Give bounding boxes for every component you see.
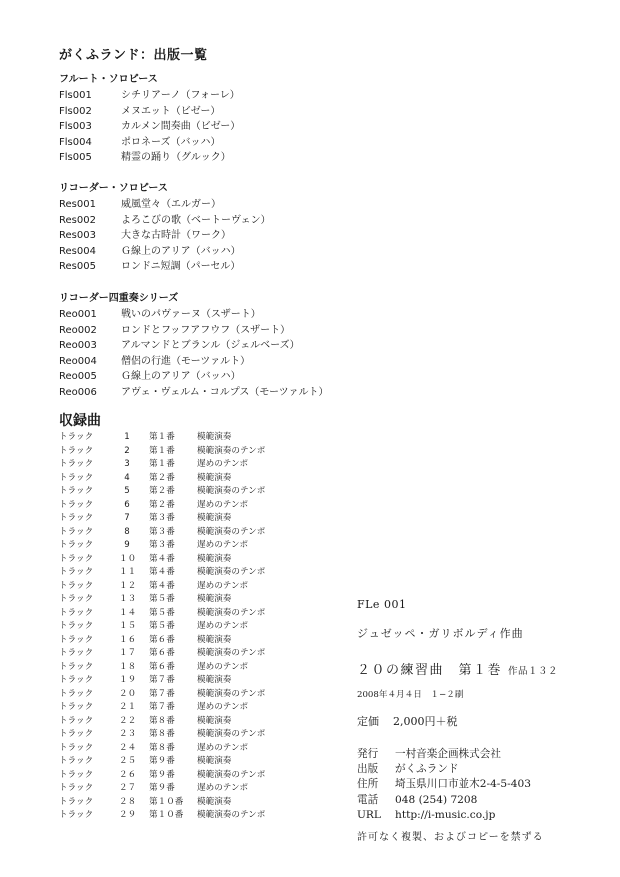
track-label: トラック xyxy=(59,675,94,685)
list-item xyxy=(59,119,359,135)
track-piece: 第８番 xyxy=(149,742,175,753)
item-title: アヴェ・ヴェルム・コルプス（モーツァルト） xyxy=(121,386,329,398)
track-row xyxy=(59,607,359,621)
list-item xyxy=(59,88,359,104)
publisher-row xyxy=(357,777,607,792)
track-number: 1 xyxy=(124,432,130,442)
track-row xyxy=(59,499,359,513)
track-label: トラック xyxy=(59,729,94,739)
track-description: 模範演奏のテンポ xyxy=(197,607,266,618)
track-row xyxy=(59,782,359,796)
list-item xyxy=(59,228,359,244)
track-piece: 第７番 xyxy=(149,702,175,712)
track-label: トラック xyxy=(59,783,94,793)
track-label: トラック xyxy=(59,688,94,699)
track-label: トラック xyxy=(59,661,94,672)
track-number: 3 xyxy=(124,459,130,469)
item-code: Reo003 xyxy=(59,340,97,352)
track-number: １５ xyxy=(119,621,137,631)
opus-number: 作品１３２ xyxy=(508,666,559,677)
track-number: 5 xyxy=(124,486,130,496)
track-description: 模範演奏のテンポ xyxy=(197,526,266,537)
track-piece: 第４番 xyxy=(149,567,175,577)
series-recorder-solo xyxy=(59,179,359,275)
list-item xyxy=(59,104,359,120)
track-row xyxy=(59,472,359,486)
track-piece: 第６番 xyxy=(149,661,175,672)
track-row xyxy=(59,728,359,742)
publisher-row xyxy=(357,808,607,823)
track-number: 4 xyxy=(124,472,130,483)
item-code: Fls002 xyxy=(59,105,92,117)
track-row xyxy=(59,512,359,526)
track-number: １９ xyxy=(119,675,137,685)
track-row xyxy=(59,755,359,769)
track-piece: 第３番 xyxy=(149,526,175,537)
list-item xyxy=(59,354,359,370)
track-row xyxy=(59,809,359,823)
item-title: ロンドとフッフアフウフ（スザート） xyxy=(121,324,291,336)
publisher-row xyxy=(357,747,607,762)
series-recorder-quartet xyxy=(59,289,359,401)
track-label: トラック xyxy=(59,513,94,523)
track-description: 模範演奏 xyxy=(197,472,232,483)
track-list xyxy=(59,431,359,823)
track-number: 7 xyxy=(124,513,130,523)
track-piece: 第３番 xyxy=(149,513,175,523)
item-title: Ｇ線上のアリア（バッハ） xyxy=(121,371,241,383)
item-code: Res001 xyxy=(59,199,96,210)
item-title: よろこびの歌（ベートーヴェン） xyxy=(121,214,271,226)
composer: ジュゼッペ・ガリボルディ作曲 xyxy=(357,627,524,640)
track-label: トラック xyxy=(59,499,94,510)
publisher-label: 住所 xyxy=(357,778,379,791)
track-label: トラック xyxy=(59,526,94,537)
track-piece: 第３番 xyxy=(149,540,175,550)
track-description: 遅めのテンポ xyxy=(197,540,249,550)
track-label: トラック xyxy=(59,715,94,726)
track-label: トラック xyxy=(59,472,94,483)
track-description: 模範演奏 xyxy=(197,675,232,685)
track-row xyxy=(59,566,359,580)
track-number: ２４ xyxy=(119,742,137,753)
item-code: Reo004 xyxy=(59,355,97,367)
track-number: 6 xyxy=(124,499,130,510)
list-item xyxy=(59,338,359,354)
publisher-row xyxy=(357,762,607,777)
list-item xyxy=(59,385,359,401)
track-label: トラック xyxy=(59,594,94,604)
list-item xyxy=(59,323,359,339)
track-label: トラック xyxy=(59,796,94,807)
item-title: 戦いのパヴァーヌ（スザート） xyxy=(121,309,261,320)
track-label: トラック xyxy=(59,634,94,645)
track-label: トラック xyxy=(59,607,94,618)
price xyxy=(357,713,607,729)
item-title: 大きな古時計（ワーク） xyxy=(121,230,231,242)
track-description: 模範演奏のテンポ xyxy=(197,567,266,577)
publisher-value: 048 (254) 7208 xyxy=(395,793,478,806)
publisher-row xyxy=(357,793,607,808)
track-row xyxy=(59,661,359,675)
track-piece: 第４番 xyxy=(149,580,175,591)
track-description: 模範演奏のテンポ xyxy=(197,688,266,699)
series-title: リコーダー・ソロピース xyxy=(59,183,168,194)
list-item xyxy=(59,244,359,260)
track-label: トラック xyxy=(59,756,94,766)
list-item xyxy=(59,135,359,151)
track-row xyxy=(59,674,359,688)
item-title: Ｇ線上のアリア（バッハ） xyxy=(121,245,241,257)
track-description: 遅めのテンポ xyxy=(197,621,249,631)
track-label: トラック xyxy=(59,702,94,712)
track-description: 模範演奏 xyxy=(197,594,232,604)
track-number: １６ xyxy=(119,634,137,645)
item-title: メヌエット（ビゼー） xyxy=(121,105,221,117)
item-code: Reo006 xyxy=(59,386,97,398)
track-row xyxy=(59,431,359,445)
track-piece: 第７番 xyxy=(149,675,175,685)
track-number: １４ xyxy=(119,607,137,618)
item-code: Fls003 xyxy=(59,121,92,133)
track-description: 模範演奏 xyxy=(197,796,232,807)
track-number: ２１ xyxy=(119,702,137,712)
publisher-label: 発行 xyxy=(357,748,379,760)
item-code: Reo005 xyxy=(59,371,97,383)
track-row xyxy=(59,458,359,472)
track-label: トラック xyxy=(59,432,94,442)
track-row xyxy=(59,620,359,634)
colophon xyxy=(357,598,607,823)
track-piece: 第６番 xyxy=(149,634,175,645)
track-row xyxy=(59,539,359,553)
track-row xyxy=(59,634,359,648)
track-row xyxy=(59,796,359,810)
item-code: Res004 xyxy=(59,245,96,257)
track-row xyxy=(59,647,359,661)
track-piece: 第６番 xyxy=(149,648,175,658)
track-piece: 第２番 xyxy=(149,486,175,496)
track-number: ２８ xyxy=(119,796,137,807)
publisher-value: 一村音楽企画株式会社 xyxy=(395,748,501,760)
item-code: Fls005 xyxy=(59,152,92,164)
track-number: ２６ xyxy=(119,769,137,780)
track-piece: 第８番 xyxy=(149,715,175,726)
publisher-value: http://i-music.co.jp xyxy=(395,808,496,821)
item-code: Reo002 xyxy=(59,324,97,336)
list-item xyxy=(59,369,359,385)
track-label: トラック xyxy=(59,540,94,550)
track-description: 模範演奏 xyxy=(197,756,232,766)
copyright-notice: 許可なく複製、およびコピーを禁ずる xyxy=(357,832,544,843)
list-item xyxy=(59,213,359,229)
track-label: トラック xyxy=(59,648,94,658)
publisher-label: 出版 xyxy=(357,763,379,776)
list-item xyxy=(59,150,359,166)
list-item xyxy=(59,197,359,213)
track-row xyxy=(59,580,359,594)
item-title: カルメン間奏曲（ビゼー） xyxy=(121,121,241,133)
track-row xyxy=(59,688,359,702)
track-label: トラック xyxy=(59,742,94,753)
item-title: シチリアーノ（フォーレ） xyxy=(121,90,240,101)
track-description: 模範演奏 xyxy=(197,513,232,523)
item-title: ロンドニ短調（パーセル） xyxy=(121,261,241,273)
track-description: 遅めのテンポ xyxy=(197,742,249,753)
track-label: トラック xyxy=(59,445,94,456)
track-label: トラック xyxy=(59,486,94,496)
track-description: 模範演奏のテンポ xyxy=(197,445,266,456)
track-piece: 第４番 xyxy=(149,553,175,564)
item-code: Fls001 xyxy=(59,90,92,101)
track-row xyxy=(59,526,359,540)
item-title: アルマンドとブランル（ジェルベーズ） xyxy=(121,340,300,352)
publisher-label: URL xyxy=(357,808,381,821)
track-description: 遅めのテンポ xyxy=(197,783,249,793)
publisher-value: 埼玉県川口市並木2-4-5-403 xyxy=(395,778,531,791)
track-number: 9 xyxy=(124,540,130,550)
track-piece: 第１０番 xyxy=(149,796,184,807)
edition-date: 2008年４月４日 １−２刷 xyxy=(357,690,464,700)
track-description: 模範演奏 xyxy=(197,553,232,564)
series-title: リコーダー四重奏シリーズ xyxy=(59,293,179,304)
track-piece: 第５番 xyxy=(149,607,175,618)
item-title: ポロネーズ（バッハ） xyxy=(121,136,221,148)
track-piece: 第５番 xyxy=(149,594,175,604)
track-piece: 第９番 xyxy=(149,756,175,766)
track-piece: 第２番 xyxy=(149,499,175,510)
track-description: 遅めのテンポ xyxy=(197,702,249,712)
track-row xyxy=(59,769,359,783)
track-piece: 第１番 xyxy=(149,459,175,469)
track-label: トラック xyxy=(59,580,94,591)
series-title: フルート・ソロピース xyxy=(59,74,158,85)
track-number: ２０ xyxy=(119,688,137,699)
book-title-text: ２０の練習曲 第１巻 xyxy=(357,663,503,678)
track-number: １２ xyxy=(119,580,137,591)
track-piece: 第１番 xyxy=(149,432,175,442)
track-piece: 第８番 xyxy=(149,729,175,739)
track-piece: 第９番 xyxy=(149,769,175,780)
track-piece: 第７番 xyxy=(149,688,175,699)
track-row xyxy=(59,701,359,715)
track-description: 模範演奏 xyxy=(197,715,232,726)
tracks-heading: 収録曲 xyxy=(59,413,101,429)
track-number: ２７ xyxy=(119,783,137,793)
track-number: ２２ xyxy=(119,715,137,726)
track-piece: 第１番 xyxy=(149,445,175,456)
track-number: １３ xyxy=(119,594,137,604)
track-description: 模範演奏のテンポ xyxy=(197,648,266,658)
item-code: Reo001 xyxy=(59,309,97,320)
item-code: Res003 xyxy=(59,230,96,242)
track-label: トラック xyxy=(59,621,94,631)
item-title: 精霊の踊り（グルック） xyxy=(121,152,231,164)
price-value: 2,000円＋税 xyxy=(393,715,458,728)
track-number: 2 xyxy=(124,445,130,456)
track-piece: 第２番 xyxy=(149,472,175,483)
list-item xyxy=(59,259,359,275)
publisher-label: 電話 xyxy=(357,793,379,806)
item-code: Res005 xyxy=(59,261,96,273)
item-title: 僧侶の行進（モーツァルト） xyxy=(121,355,251,367)
track-row xyxy=(59,445,359,459)
track-number: ２９ xyxy=(119,810,137,820)
track-number: １８ xyxy=(119,661,137,672)
track-piece: 第１０番 xyxy=(149,810,184,820)
track-description: 模範演奏のテンポ xyxy=(197,486,266,496)
track-description: 模範演奏 xyxy=(197,634,232,645)
price-label: 定価 xyxy=(357,715,379,728)
track-row xyxy=(59,553,359,567)
track-number: １７ xyxy=(119,648,137,658)
list-item xyxy=(59,307,359,323)
track-description: 模範演奏 xyxy=(197,432,232,442)
track-row xyxy=(59,593,359,607)
track-description: 模範演奏のテンポ xyxy=(197,729,266,739)
track-piece: 第５番 xyxy=(149,621,175,631)
series-flute-solo xyxy=(59,70,359,166)
track-description: 遅めのテンポ xyxy=(197,499,249,510)
track-number: １１ xyxy=(119,567,137,577)
catalog-number: FLe 001 xyxy=(357,598,407,611)
track-number: ２５ xyxy=(119,756,137,766)
track-description: 模範演奏のテンポ xyxy=(197,769,266,780)
track-label: トラック xyxy=(59,810,94,820)
track-description: 遅めのテンポ xyxy=(197,661,249,672)
track-row xyxy=(59,715,359,729)
item-code: Res002 xyxy=(59,214,96,226)
item-title: 威風堂々（エルガー） xyxy=(121,199,221,210)
track-description: 模範演奏のテンポ xyxy=(197,810,266,820)
track-description: 遅めのテンポ xyxy=(197,459,249,469)
track-description: 遅めのテンポ xyxy=(197,580,249,591)
track-piece: 第９番 xyxy=(149,783,175,793)
track-row xyxy=(59,742,359,756)
track-label: トラック xyxy=(59,567,94,577)
track-number: ２３ xyxy=(119,729,137,739)
track-number: １０ xyxy=(119,553,137,564)
page-title: がくふランド：出版一覧 xyxy=(59,48,208,63)
item-code: Fls004 xyxy=(59,136,92,148)
track-row xyxy=(59,485,359,499)
publisher-value: がくふランド xyxy=(395,763,459,776)
book-title xyxy=(357,659,607,678)
track-label: トラック xyxy=(59,459,94,469)
track-label: トラック xyxy=(59,553,94,564)
track-label: トラック xyxy=(59,769,94,780)
track-number: 8 xyxy=(124,526,130,537)
